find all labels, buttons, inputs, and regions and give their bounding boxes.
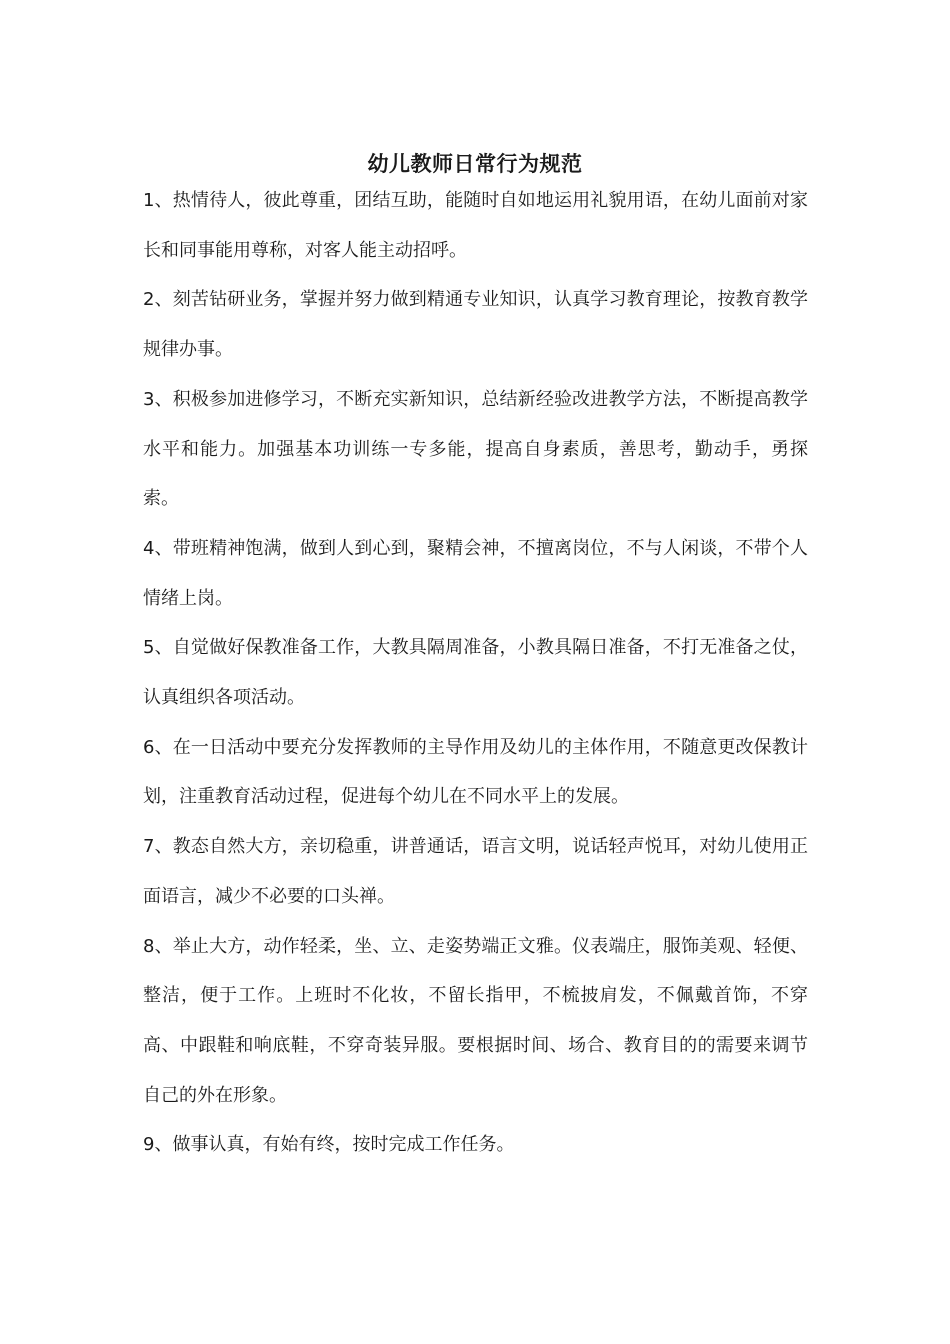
rule-item-5: 5、自觉做好保教准备工作，大教具隔周准备，小教具隔日准备，不打无准备之仗，认真组织各项活动。	[143, 637, 808, 709]
rule-item-2: 2、刻苦钻研业务，掌握并努力做到精通专业知识，认真学习教育理论，按教育教学规律办事。	[143, 289, 808, 361]
rule-item-7: 7、教态自然大方，亲切稳重，讲普通话，语言文明，说话轻声悦耳，对幼儿使用正面语言，减少不必要的口头禅。	[143, 836, 808, 907]
document-body	[143, 176, 808, 1170]
rule-item-9: 9、做事认真，有始有终，按时完成工作任务。	[143, 1134, 515, 1156]
rule-item-6: 6、在一日活动中要充分发挥教师的主导作用及幼儿的主体作用，不随意更改保教计划，注重教育活动过程，促进每个幼儿在不同水平上的发展。	[143, 736, 808, 808]
rule-item-4: 4、带班精神饱满，做到人到心到，聚精会神，不擅离岗位，不与人闲谈，不带个人情绪上岗。	[143, 537, 808, 609]
rule-item-1: 1、热情待人，彼此尊重，团结互助，能随时自如地运用礼貌用语，在幼儿面前对家长和同事能用尊称，对客人能主动招呼。	[143, 190, 808, 261]
document-title: 幼儿教师日常行为规范	[367, 152, 583, 177]
rule-item-8: 8、举止大方，动作轻柔，坐、立、走姿势端正文雅。仪表端庄，服饰美观、轻便、整洁，便于工作。上班时不化妆，不留长指甲，不梳披肩发，不佩戴首饰，不穿高、中跟鞋和响底鞋，不穿奇装异服。要根据时间、场合、教育目的的需要来调节自己的外在形象。	[143, 935, 808, 1106]
rule-item-3: 3、积极参加进修学习，不断充实新知识，总结新经验改进教学方法，不断提高教学水平和能力。加强基本功训练一专多能，提高自身素质，善思考，勤动手，勇探索。	[143, 388, 808, 510]
